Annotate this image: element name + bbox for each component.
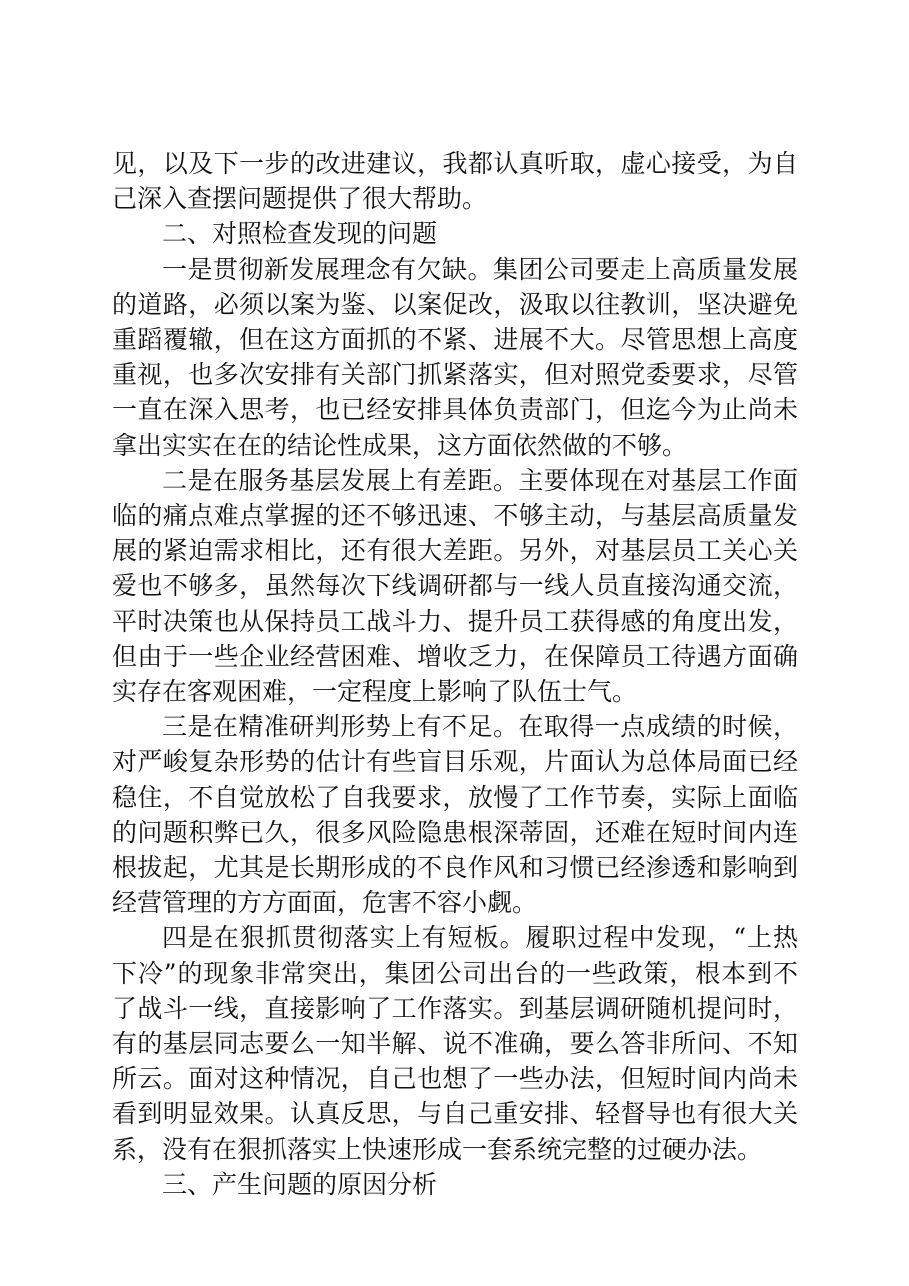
section-heading-3: 三、产生问题的原因分析 <box>162 1169 438 1199</box>
paragraph-issue-2: 二是在服务基层发展上有差距。主要体现在对基层工作面临的痛点难点掌握的还不够迅速、不够主动，与基层高质量发展的紧迫需求相比，还有很大差距。另外，对基层员工关心关爱也不够多，虽然每次下线调研都与一线人员直接沟通交流，平时决策也从保持员工战斗力、提升员工获得感的角度出发，但由于一些企业经营困难、增收乏力，在保障员工待遇方面确实存在客观困难，一定程度上影响了队伍士气。 <box>112 465 798 707</box>
paragraph-issue-3: 三是在精准研判形势上有不足。在取得一点成绩的时候，对严峻复杂形势的估计有些盲目乐观，片面认为总体局面已经稳住，不自觉放松了自我要求，放慢了工作节奏，实际上面临的问题积弊已久，很多风险隐患根深蒂固，还难在短时间内连根拔起，尤其是长期形成的不良作风和习惯已经渗透和影响到经营管理的方方面面，危害不容小觑。 <box>112 712 798 918</box>
paragraph-continuation: 见，以及下一步的改进建议，我都认真听取，虚心接受，为自己深入查摆问题提供了很大帮助。 <box>112 149 798 214</box>
paragraph-issue-1: 一是贯彻新发展理念有欠缺。集团公司要走上高质量发展的道路，必须以案为鉴、以案促改，汲取以往教训，坚决避免重蹈覆辙，但在这方面抓的不紧、进展不大。尽管思想上高度重视，也多次安排有关部门抓紧落实，但对照党委要求，尽管一直在深入思考，也已经安排具体负责部门，但迄今为止尚未拿出实实在在的结论性成果，这方面依然做的不够。 <box>112 254 798 460</box>
section-heading-2: 二、对照检查发现的问题 <box>162 219 438 249</box>
paragraph-issue-4: 四是在狠抓贯彻落实上有短板。履职过程中发现，“上热下冷”的现象非常突出，集团公司出台的一些政策，根本到不了战斗一线，直接影响了工作落实。到基层调研随机提问时，有的基层同志要么一知半解、说不准确，要么答非所问、不知所云。面对这种情况，自己也想了一些办法，但短时间内尚未看到明显效果。认真反思，与自己重安排、轻督导也有很大关系，没有在狠抓落实上快速形成一套系统完整的过硬办法。 <box>112 923 798 1164</box>
document-body <box>112 146 798 1202</box>
